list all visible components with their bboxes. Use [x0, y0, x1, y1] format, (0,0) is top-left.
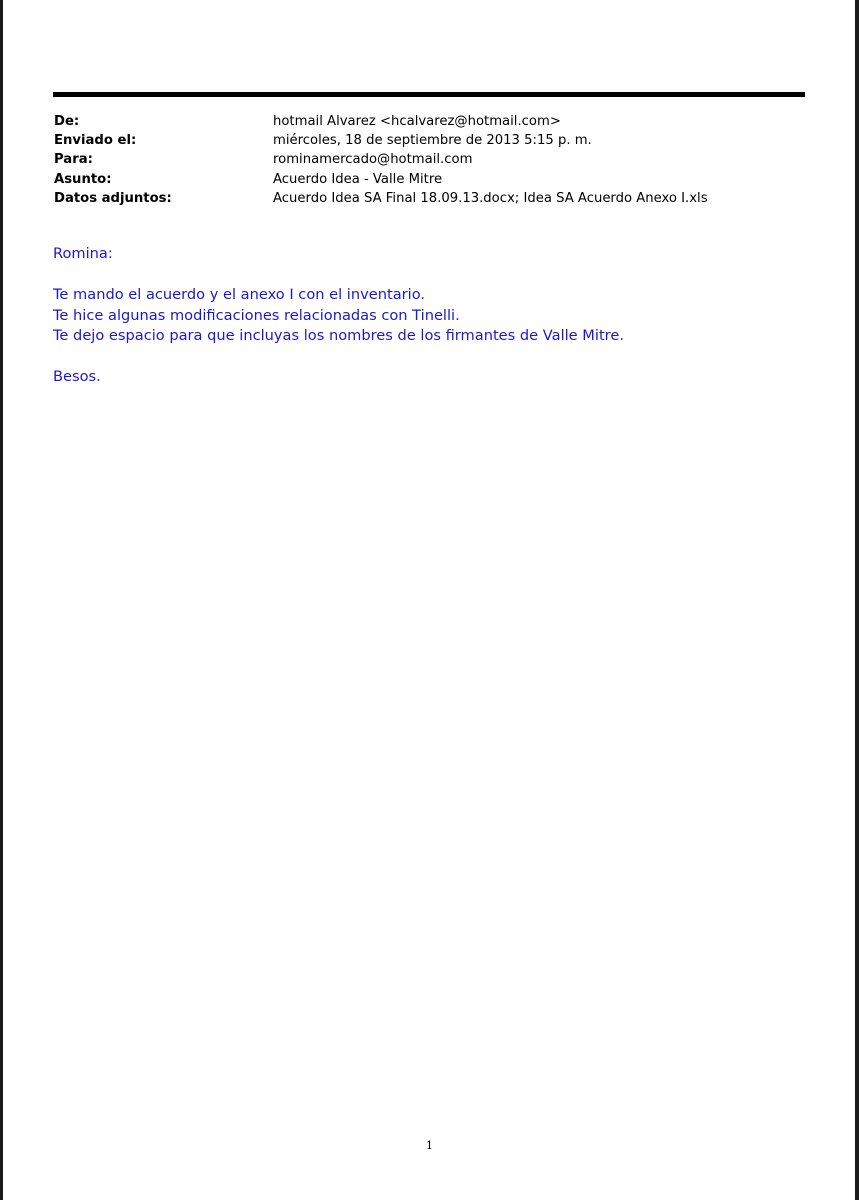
sent-label: Enviado el:	[54, 133, 137, 149]
header-row-sent	[54, 131, 814, 150]
body-closing: Besos.	[53, 368, 101, 385]
body-greeting: Romina:	[53, 245, 113, 262]
from-label: De:	[54, 114, 80, 130]
subject-label: Asunto:	[54, 171, 112, 187]
attachments-label: Datos adjuntos:	[54, 190, 172, 206]
body-line: Te hice algunas modificaciones relacionadas con Tinelli.	[53, 306, 460, 324]
body-line: Te dejo espacio para que incluyas los nombres de los firmantes de Valle Mitre.	[53, 327, 624, 344]
body-line: Te mando el acuerdo y el anexo I con el inventario.	[53, 286, 426, 303]
email-header-table	[54, 112, 814, 208]
to-label: Para:	[54, 152, 93, 168]
header-row-to	[54, 150, 814, 169]
header-row-subject	[54, 170, 814, 189]
to-value: rominamercado@hotmail.com	[273, 152, 473, 168]
attachments-value: Acuerdo Idea SA Final 18.09.13.docx; Idea SA Acuerdo Anexo I.xls	[273, 190, 708, 206]
from-value: hotmail Alvarez <hcalvarez@hotmail.com>	[273, 114, 561, 130]
header-row-attachments	[54, 189, 814, 208]
page-left-edge	[0, 0, 3, 1200]
subject-value: Acuerdo Idea - Valle Mitre	[273, 171, 443, 187]
sent-value: miércoles, 18 de septiembre de 2013 5:15 p. m.	[273, 133, 592, 149]
header-divider	[53, 92, 805, 97]
email-body	[53, 244, 813, 388]
page-right-edge	[855, 0, 859, 1200]
header-row-from	[54, 112, 814, 131]
page-number: 1	[426, 1139, 433, 1152]
